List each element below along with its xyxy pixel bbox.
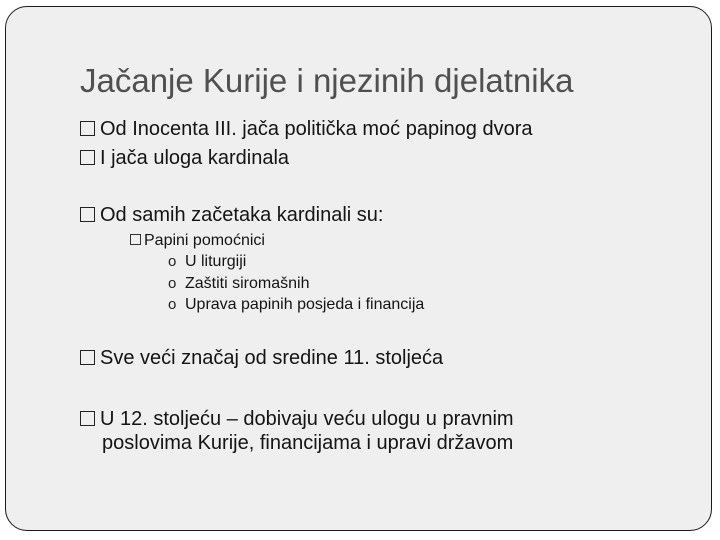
circle-bullet-icon: o (168, 253, 177, 270)
sub-sub-bullet-text: Zaštiti siromašnih (185, 275, 310, 292)
sub-bullet-item (130, 231, 265, 251)
slide-title: Jačanje Kurije i njezinih djelatnika (80, 62, 574, 99)
bullet-item (80, 407, 514, 431)
bullet-item (80, 346, 443, 370)
bullet-text: Od samih začetaka kardinali su: (100, 204, 384, 226)
sub-sub-bullet-item (168, 252, 246, 272)
square-bullet-icon (80, 121, 95, 136)
square-bullet-icon (80, 350, 95, 365)
bullet-text: Od Inocenta III. jača politička moć papinog dvora (100, 118, 533, 140)
bullet-item (80, 203, 383, 227)
bullet-text: Sve veći značaj od sredine 11. stoljeća (100, 347, 444, 369)
sub-sub-bullet-item (168, 274, 309, 294)
sub-bullet-text: Papini pomoćnici (144, 232, 265, 249)
square-bullet-icon (80, 207, 95, 222)
bullet-text: U 12. stoljeću – dobivaju veću ulogu u pravnim (100, 408, 514, 430)
sub-sub-bullet-text: Uprava papinih posjeda i financija (185, 296, 425, 313)
bullet-item (80, 146, 289, 170)
bullet-text: I jača uloga kardinala (100, 147, 290, 169)
sub-sub-bullet-item (168, 295, 424, 315)
square-bullet-icon (130, 234, 141, 245)
bullet-continuation-text: poslovima Kurije, financijama i upravi državom (102, 432, 514, 454)
square-bullet-icon (80, 411, 95, 426)
sub-sub-bullet-text: U liturgiji (185, 253, 247, 270)
circle-bullet-icon: o (168, 275, 177, 292)
bullet-item (80, 117, 532, 141)
circle-bullet-icon: o (168, 296, 177, 313)
square-bullet-icon (80, 150, 95, 165)
